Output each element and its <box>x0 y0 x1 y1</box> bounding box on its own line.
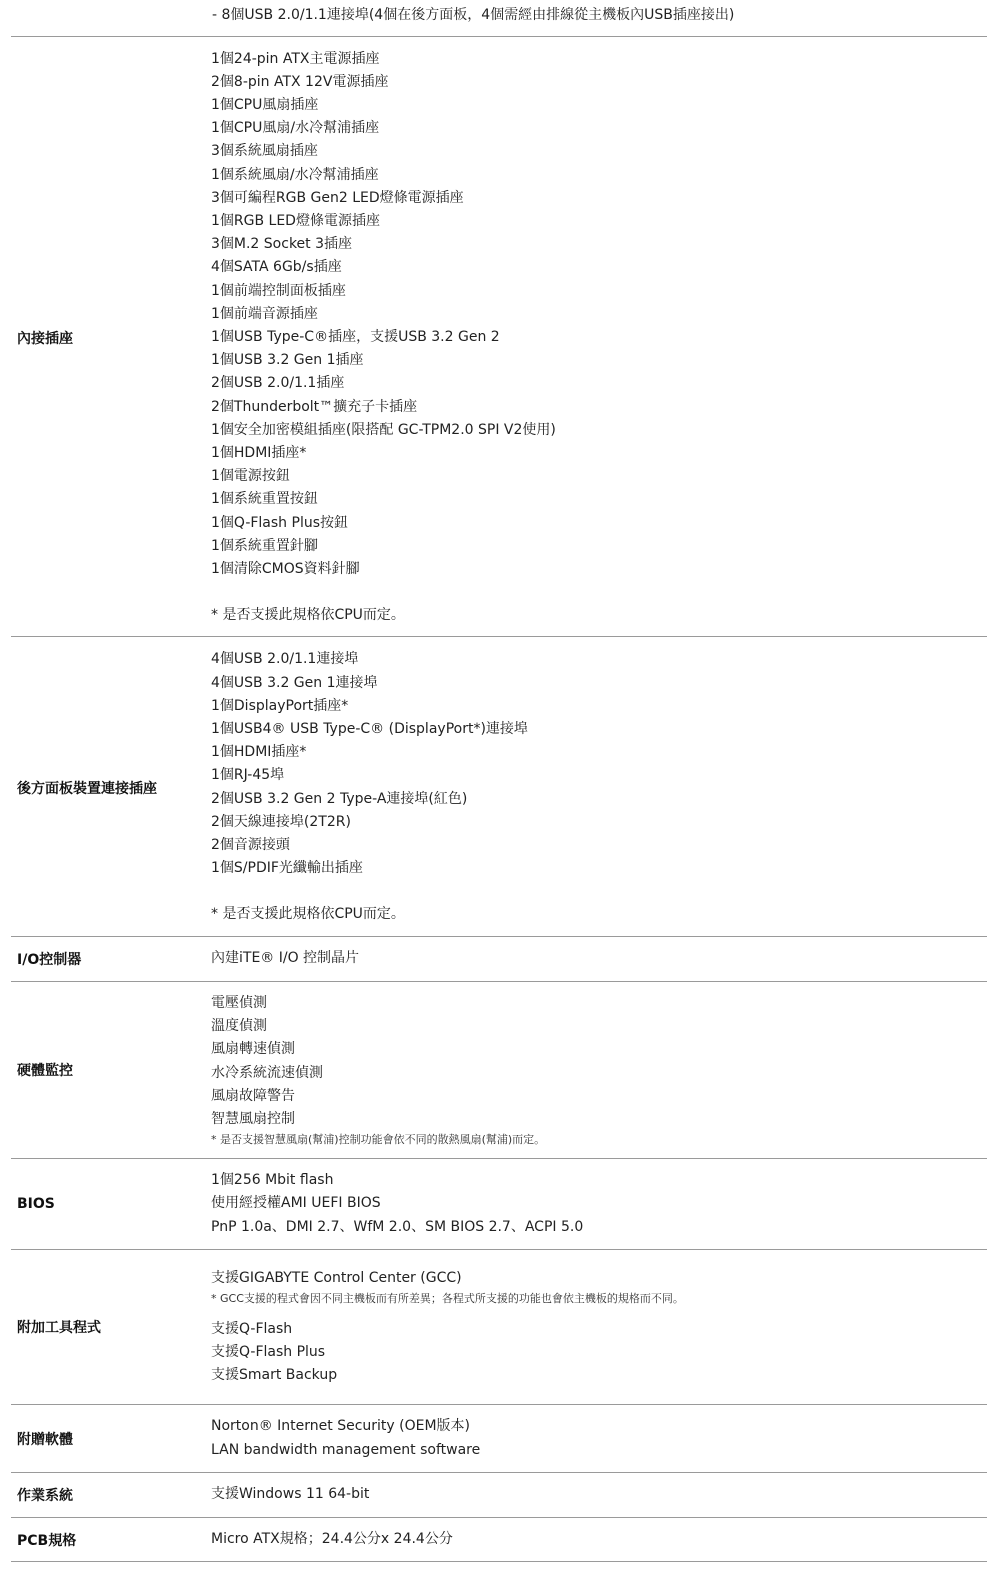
spec-item: 2個Thunderbolt™擴充子卡插座 <box>211 398 418 415</box>
spec-item: 內建iTE® I/O 控制晶片 <box>211 950 360 967</box>
spec-label: 內接插座 <box>17 330 73 347</box>
spec-item: 1個S/PDIF光纖輸出插座 <box>211 860 363 877</box>
spec-value <box>211 947 987 970</box>
spec-item: 1個24-pin ATX主電源插座 <box>211 50 380 67</box>
spec-item: 支援GIGABYTE Control Center (GCC) <box>211 1269 462 1286</box>
spec-item: 3個M.2 Socket 3插座 <box>211 236 353 253</box>
spec-footnote: * GCC支援的程式會因不同主機板而有所差異；各程式所支援的功能也會依主機板的規格而不同。 <box>211 1291 684 1305</box>
spec-item: 1個USB 3.2 Gen 1插座 <box>211 352 364 369</box>
spec-item: 1個RJ-45埠 <box>211 767 285 784</box>
spec-item: 1個256 Mbit flash <box>211 1172 334 1189</box>
spec-item: 4個SATA 6Gb/s插座 <box>211 259 342 276</box>
spec-item: 1個安全加密模組插座(限搭配 GC-TPM2.0 SPI V2使用) <box>211 421 556 438</box>
spec-item: 溫度偵測 <box>211 1018 267 1035</box>
spec-row-bios <box>11 1158 987 1249</box>
spec-item: 2個8-pin ATX 12V電源插座 <box>211 73 389 90</box>
spec-item: 4個USB 3.2 Gen 1連接埠 <box>211 674 378 691</box>
spec-item: 1個清除CMOS資料針腳 <box>211 561 360 578</box>
spec-item: 3個系統風扇插座 <box>211 143 318 160</box>
usb-header-continuation: - 8個USB 2.0/1.1連接埠(4個在後方面板，4個需經由排線從主機板內USB插座接出) <box>212 7 735 23</box>
spec-value <box>211 1483 987 1506</box>
spec-item: 1個USB4® USB Type-C® (DisplayPort*)連接埠 <box>211 720 528 737</box>
spec-label: 附贈軟體 <box>17 1431 73 1448</box>
spec-row-rear-panel <box>11 636 987 936</box>
spec-item: Micro ATX規格；24.4公分x 24.4公分 <box>211 1530 453 1547</box>
spec-item: 1個系統風扇/水冷幫浦插座 <box>211 166 379 183</box>
spec-footnote: * 是否支援此規格依CPU而定。 <box>211 607 405 624</box>
spec-item: 支援Q-Flash <box>211 1320 293 1337</box>
spec-item: 1個CPU風扇插座 <box>211 96 319 113</box>
spec-row-io-controller <box>11 936 987 981</box>
spec-value <box>211 1415 987 1461</box>
spec-item: 1個DisplayPort插座* <box>211 697 349 714</box>
spec-item: 智慧風扇控制 <box>211 1110 295 1127</box>
spec-footnote: * 是否支援此規格依CPU而定。 <box>211 906 405 923</box>
spec-item: 3個可編程RGB Gen2 LED燈條電源插座 <box>211 189 464 206</box>
spec-label: 硬體監控 <box>17 1063 73 1079</box>
spec-item: 1個系統重置針腳 <box>211 537 318 554</box>
spec-row-bundled-software <box>11 1404 987 1472</box>
spec-item: 2個USB 3.2 Gen 2 Type-A連接埠(紅色) <box>211 790 468 807</box>
spec-row-form-factor <box>11 1517 987 1562</box>
spec-item: 1個前端控制面板插座 <box>211 282 346 299</box>
spec-value <box>211 992 987 1148</box>
spec-item: Norton® Internet Security (OEM版本) <box>211 1418 471 1435</box>
spec-item: 1個HDMI插座* <box>211 445 307 462</box>
spec-row-hardware-monitor <box>11 981 987 1158</box>
spec-value <box>211 1528 987 1551</box>
spec-item: 支援Windows 11 64-bit <box>211 1486 370 1503</box>
spec-item: 1個RGB LED燈條電源插座 <box>211 212 380 229</box>
spec-value <box>211 648 987 926</box>
spec-item: 使用經授權AMI UEFI BIOS <box>211 1195 381 1212</box>
spec-item: 水冷系統流速偵測 <box>211 1064 323 1081</box>
spec-item: 電壓偵測 <box>211 994 267 1011</box>
spec-label: 作業系統 <box>17 1488 73 1504</box>
spec-label: PCB規格 <box>17 1532 77 1549</box>
spec-item: 支援Q-Flash Plus <box>211 1344 326 1360</box>
spec-label: 後方面板裝置連接插座 <box>17 780 157 797</box>
spec-table <box>11 36 987 1562</box>
spec-item: 風扇轉速偵測 <box>211 1041 295 1058</box>
spec-item: 1個CPU風扇/水冷幫浦插座 <box>211 120 380 137</box>
spec-item: PnP 1.0a、DMI 2.7、WfM 2.0、SM BIOS 2.7、ACPI 5.0 <box>211 1218 584 1235</box>
spec-label: I/O控制器 <box>17 952 82 968</box>
spec-row-utilities <box>11 1249 987 1404</box>
spec-item: 1個電源按鈕 <box>211 468 290 485</box>
spec-item: 4個USB 2.0/1.1連接埠 <box>211 651 359 668</box>
spec-value <box>211 1169 987 1239</box>
spec-item: 2個天線連接埠(2T2R) <box>211 813 351 830</box>
spec-item: 風扇故障警告 <box>211 1087 295 1104</box>
spec-item: 1個USB Type-C®插座，支援USB 3.2 Gen 2 <box>211 329 500 345</box>
spec-item: 1個HDMI插座* <box>211 744 307 761</box>
spec-row-internal-connectors <box>11 36 987 636</box>
spec-row-operating-system <box>11 1472 987 1517</box>
spec-value <box>211 1267 987 1388</box>
spec-label: BIOS <box>17 1196 55 1212</box>
spec-item: 2個音源接頭 <box>211 837 290 853</box>
spec-item: 1個前端音源插座 <box>211 305 318 322</box>
spec-item: 支援Smart Backup <box>211 1367 338 1384</box>
spec-item: 2個USB 2.0/1.1插座 <box>211 375 345 392</box>
spec-value <box>211 48 987 628</box>
spec-item: LAN bandwidth management software <box>211 1441 481 1458</box>
spec-item: 1個系統重置按鈕 <box>211 491 318 508</box>
spec-label: 附加工具程式 <box>17 1320 101 1336</box>
spec-item: 1個Q-Flash Plus按鈕 <box>211 514 349 531</box>
spec-footnote: * 是否支援智慧風扇(幫浦)控制功能會依不同的散熱風扇(幫浦)而定。 <box>211 1133 546 1147</box>
